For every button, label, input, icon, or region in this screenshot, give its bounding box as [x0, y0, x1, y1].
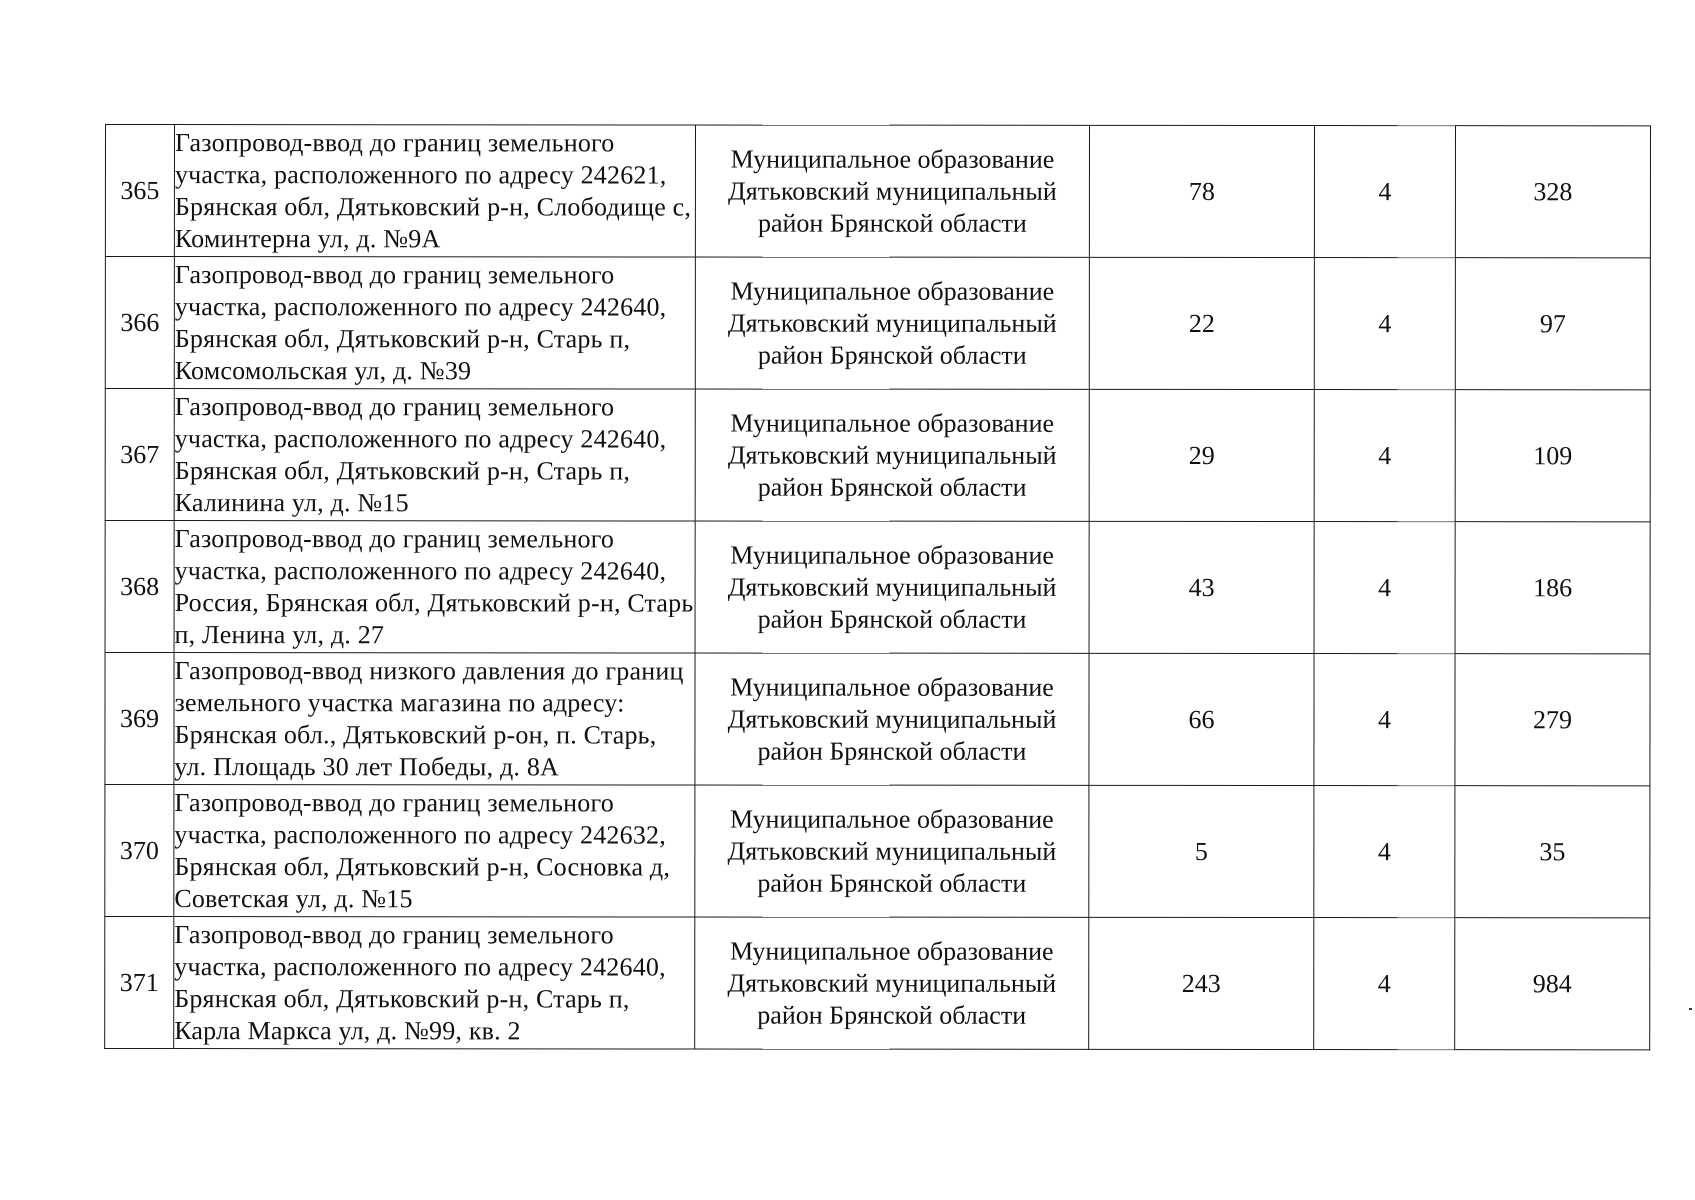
cost-cell: 984: [1455, 918, 1650, 1050]
cost-cell: 279: [1455, 654, 1650, 786]
object-description-text: Газопровод-ввод низкого давления до границ земельного участка магазина по адресу: Брянская обл., Дятьковский р-он, п. Старь, ул. Площадь 30 лет Победы, д. 8А: [174, 655, 691, 781]
object-description-text: Газопровод-ввод до границ земельного участка, расположенного по адресу 242640, Россия, Брянская обл, Дятьковский р-н, Старь п, Ленина ул, д. 27: [174, 523, 701, 649]
owner-cell: Муниципальное образование Дятьковский муниципальный район Брянской области: [695, 257, 1089, 389]
table-row: [105, 653, 1650, 786]
diameter-cell: 4: [1314, 390, 1455, 522]
object-description-cell: [174, 521, 701, 653]
table-row: [105, 257, 1650, 390]
cost-cell: 35: [1455, 786, 1650, 918]
table-row: [105, 785, 1650, 918]
diameter-cell: 4: [1314, 522, 1455, 654]
owner-cell: Муниципальное образование Дятьковский муниципальный район Брянской области: [695, 785, 1089, 917]
object-description-cell: [174, 785, 695, 917]
diameter-cell: 4: [1314, 126, 1455, 258]
length-cell: 43: [1089, 521, 1314, 653]
diameter-cell: 4: [1314, 786, 1455, 918]
table-body: [105, 125, 1651, 1050]
length-cell: 78: [1089, 125, 1314, 257]
diameter-cell: 4: [1314, 918, 1455, 1050]
length-cell: 66: [1089, 653, 1314, 785]
cost-cell: 328: [1455, 126, 1650, 258]
row-number-cell: 368: [105, 521, 174, 653]
cost-cell: 186: [1455, 522, 1650, 654]
cost-cell: 109: [1455, 390, 1650, 522]
row-number-cell: 371: [105, 917, 174, 1049]
diameter-cell: 4: [1314, 258, 1455, 390]
scan-speck: [1689, 1008, 1692, 1010]
owner-cell: Муниципальное образование Дятьковский муниципальный район Брянской области: [695, 125, 1089, 257]
row-number-cell: 370: [105, 785, 174, 917]
length-cell: 29: [1089, 389, 1314, 521]
object-description-cell: [174, 257, 695, 389]
gas-pipeline-registry-table: [104, 124, 1651, 1050]
row-number-cell: 366: [105, 257, 174, 389]
object-description-cell: [174, 653, 695, 785]
object-description-text: Газопровод-ввод до границ земельного участка, расположенного по адресу 242621, Брянская обл, Дятьковский р-н, Слободище с, Коминтерна ул, д. №9А: [174, 127, 698, 253]
owner-cell: Муниципальное образование Дятьковский муниципальный район Брянской области: [695, 653, 1089, 785]
object-description-text: Газопровод-ввод до границ земельного участка, расположенного по адресу 242632, Брянская обл, Дятьковский р-н, Сосновка д, Советская ул, д. №15: [174, 787, 677, 913]
owner-cell: Муниципальное образование Дятьковский муниципальный район Брянской области: [695, 521, 1089, 653]
object-description-text: Газопровод-ввод до границ земельного участка, расположенного по адресу 242640, Брянская обл, Дятьковский р-н, Старь п, Карла Маркса ул, д. №99, кв. 2: [174, 919, 673, 1045]
length-cell: 243: [1089, 917, 1314, 1049]
row-number-cell: 369: [105, 653, 174, 785]
object-description-cell: [174, 125, 698, 257]
row-number-cell: 367: [105, 389, 174, 521]
cost-cell: 97: [1455, 258, 1650, 390]
owner-cell: Муниципальное образование Дятьковский муниципальный район Брянской области: [695, 389, 1089, 521]
diameter-cell: 4: [1314, 654, 1455, 786]
table-row: [105, 125, 1650, 258]
owner-cell: Муниципальное образование Дятьковский муниципальный район Брянской области: [695, 917, 1089, 1049]
length-cell: 5: [1089, 785, 1314, 917]
table-row: [105, 917, 1650, 1050]
row-number-cell: 365: [105, 125, 174, 257]
object-description-cell: [174, 389, 695, 521]
table-row: [105, 389, 1650, 522]
object-description-text: Газопровод-ввод до границ земельного участка, расположенного по адресу 242640, Брянская обл, Дятьковский р-н, Старь п, Калинина ул, д. №15: [174, 391, 674, 517]
object-description-cell: [174, 917, 695, 1049]
object-description-text: Газопровод-ввод до границ земельного участка, расположенного по адресу 242640, Брянская обл, Дятьковский р-н, Старь п, Комсомольская ул, д. №39: [174, 259, 674, 385]
table-row: [105, 521, 1650, 654]
length-cell: 22: [1089, 257, 1314, 389]
